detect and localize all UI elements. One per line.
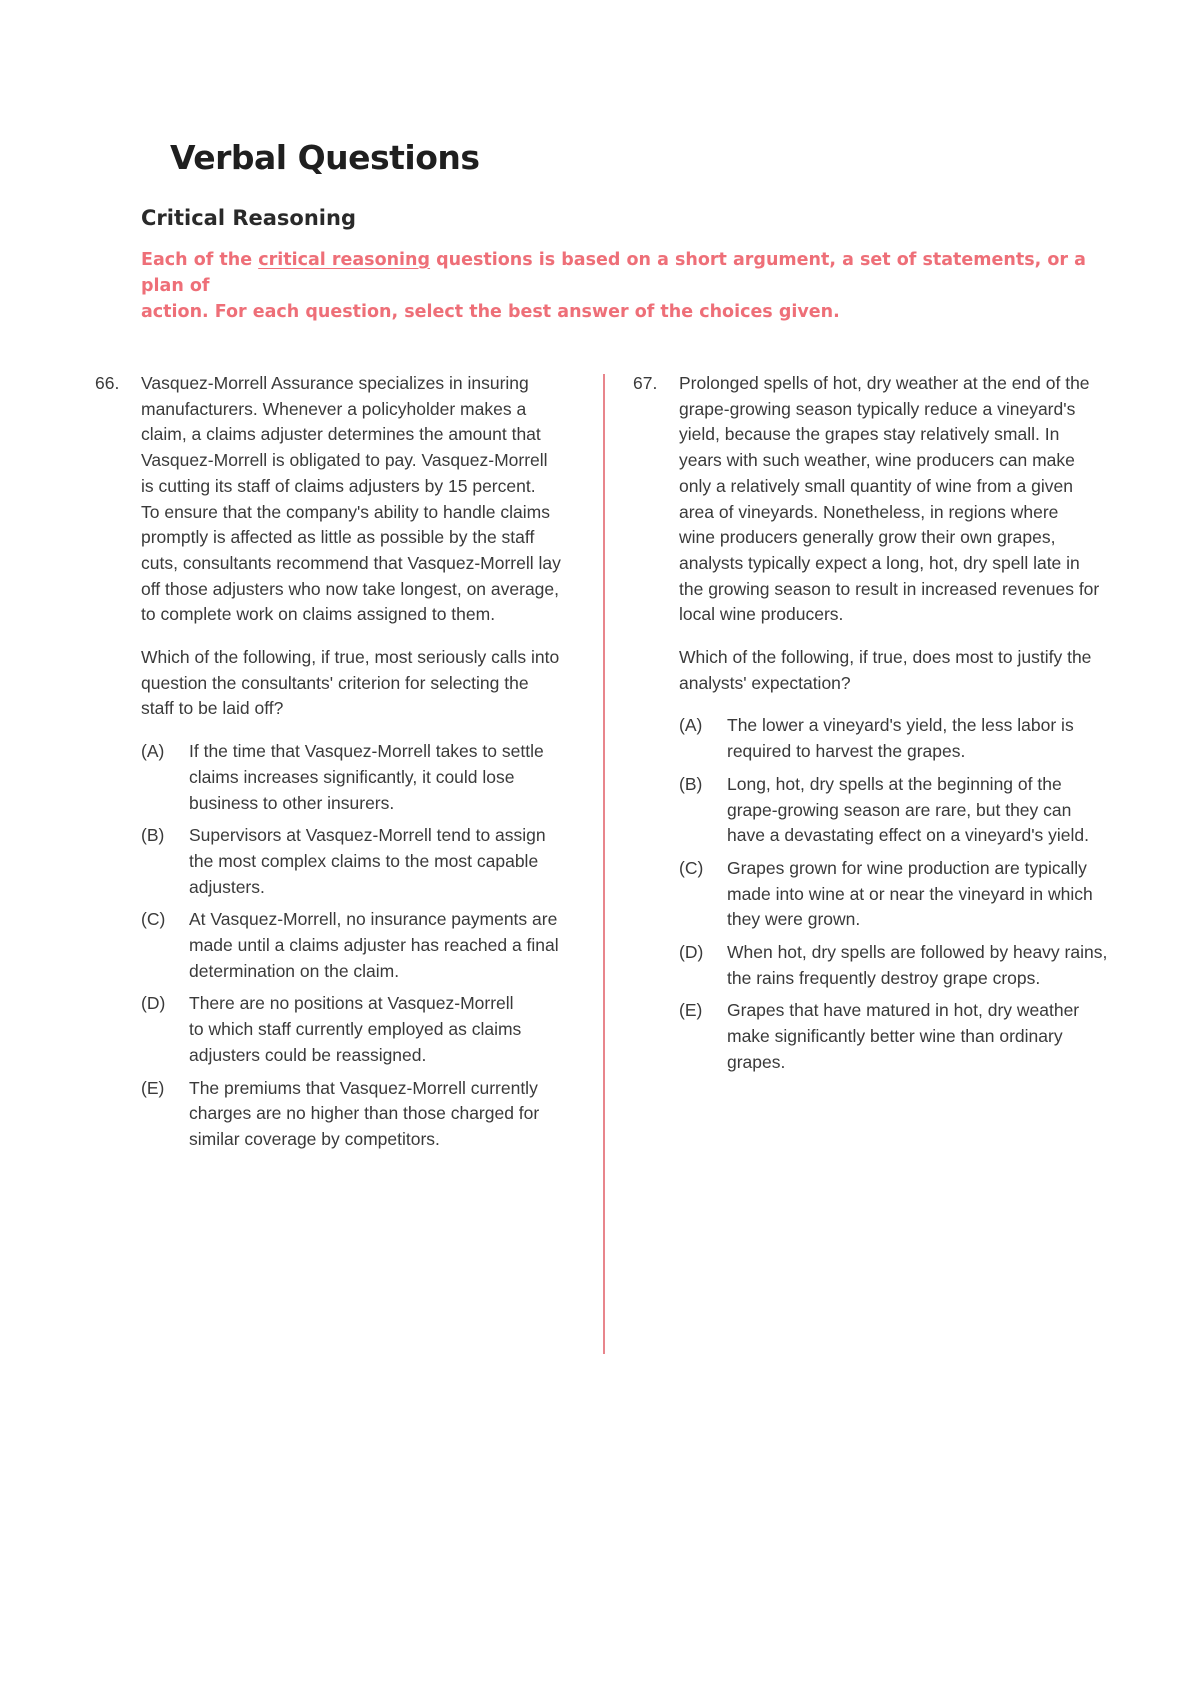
instructions — [141, 247, 1101, 325]
stem-line: promptly is affected as little as possible by the staff — [141, 527, 535, 548]
choice-line: adjusters could be reassigned. — [189, 1044, 427, 1065]
choice-text — [727, 856, 1113, 933]
stem-line: grape-growing season typically reduce a vineyard's — [679, 398, 1076, 419]
choice-text — [727, 940, 1113, 991]
choice-line: Supervisors at Vasquez-Morrell tend to assign — [189, 825, 546, 846]
prompt-line: Which of the following, if true, does most to justify the — [679, 647, 1092, 668]
choice-letter: (D) — [679, 942, 704, 963]
choice-text — [189, 823, 575, 900]
choice-line: they were grown. — [727, 909, 861, 930]
question-66 — [95, 371, 575, 1160]
stem-line: Vasquez-Morrell Assurance specializes in insuring — [141, 373, 529, 393]
stem-line: years with such weather, wine producers can make — [679, 450, 1075, 471]
choice-line: make significantly better wine than ordinary — [727, 1026, 1063, 1047]
choice-line: charges are no higher than those charged for — [189, 1103, 540, 1124]
choice-line: At Vasquez-Morrell, no insurance payments are — [189, 909, 558, 930]
choice-line: Grapes grown for wine production are typically — [727, 857, 1087, 878]
answer-choice-e[interactable] — [679, 998, 1113, 1075]
stem-line: wine producers generally grow their own grapes, — [679, 527, 1056, 548]
choice-text — [727, 772, 1113, 849]
choice-text — [189, 991, 575, 1068]
stem-line: To ensure that the company's ability to handle claims — [141, 501, 550, 522]
stem-line: off those adjusters who now take longest, on average, — [141, 578, 560, 599]
choice-line: grape-growing season are rare, but they can — [727, 799, 1072, 820]
stem-line: yield, because the grapes stay relatively small. In — [679, 424, 1060, 445]
choice-text — [727, 998, 1113, 1075]
page-title: Verbal Questions — [170, 138, 480, 177]
stem-line: manufacturers. Whenever a policyholder makes a — [141, 398, 527, 419]
answer-choices — [679, 713, 1113, 1075]
prompt-line: question the consultants' criterion for selecting the — [141, 672, 529, 693]
choice-line: Long, hot, dry spells at the beginning of the — [727, 773, 1062, 794]
answer-choice-b[interactable] — [679, 772, 1113, 849]
choice-line: required to harvest the grapes. — [727, 741, 966, 762]
prompt-line: Which of the following, if true, most seriously calls into — [141, 647, 560, 668]
stem-line: the growing season to result in increased revenues for — [679, 578, 1100, 599]
critical-reasoning-link[interactable]: critical reasoning — [258, 250, 431, 270]
choice-letter: (B) — [679, 773, 703, 794]
choice-line: The lower a vineyard's yield, the less labor is — [727, 715, 1074, 736]
choice-letter: (D) — [141, 993, 166, 1014]
stem-line: cuts, consultants recommend that Vasquez-Morrell lay — [141, 552, 561, 573]
choice-letter: (A) — [141, 741, 165, 762]
choice-text — [189, 907, 575, 984]
stem-line: area of vineyards. Nonetheless, in regions where — [679, 501, 1059, 522]
choice-letter: (A) — [679, 715, 703, 736]
instructions-text-start: Each of the — [141, 250, 259, 270]
choice-line: determination on the claim. — [189, 960, 400, 981]
stem-line: is cutting its staff of claims adjusters by 15 percent. — [141, 475, 536, 496]
choice-line: Grapes that have matured in hot, dry weather — [727, 1000, 1080, 1021]
answer-choice-d[interactable] — [141, 991, 575, 1068]
section-title: Critical Reasoning — [141, 206, 356, 230]
answer-choice-c[interactable] — [679, 856, 1113, 933]
choice-letter: (C) — [679, 857, 704, 878]
choice-text — [189, 739, 575, 816]
stem-line: local wine producers. — [679, 604, 844, 625]
choice-line: When hot, dry spells are followed by heavy rains, — [727, 942, 1108, 963]
question-67 — [633, 371, 1113, 1083]
choice-line: made until a claims adjuster has reached a final — [189, 935, 559, 956]
choice-line: similar coverage by competitors. — [189, 1128, 440, 1149]
choice-line: There are no positions at Vasquez-Morrell — [189, 993, 514, 1014]
answer-choices — [141, 739, 575, 1153]
question-number: 67. — [633, 373, 658, 393]
answer-choice-d[interactable] — [679, 940, 1113, 991]
choice-text — [727, 713, 1113, 764]
choice-line: made into wine at or near the vineyard in which — [727, 883, 1093, 904]
choice-line: to which staff currently employed as claims — [189, 1019, 522, 1040]
choice-line: grapes. — [727, 1051, 786, 1072]
choice-letter: (C) — [141, 909, 166, 930]
answer-choice-b[interactable] — [141, 823, 575, 900]
choice-letter: (E) — [141, 1077, 165, 1098]
question-prompt — [141, 645, 575, 722]
choice-line: claims increases significantly, it could lose — [189, 766, 515, 787]
stem-line: Vasquez-Morrell is obligated to pay. Vasquez-Morrell — [141, 450, 548, 471]
choice-line: the rains frequently destroy grape crops. — [727, 967, 1041, 988]
choice-line: If the time that Vasquez-Morrell takes to settle — [189, 741, 544, 762]
answer-choice-e[interactable] — [141, 1076, 575, 1153]
stem-line: Prolonged spells of hot, dry weather at the end of the — [679, 373, 1090, 393]
answer-choice-a[interactable] — [141, 739, 575, 816]
stem-line: only a relatively small quantity of wine from a given — [679, 475, 1073, 496]
stem-line: claim, a claims adjuster determines the amount that — [141, 424, 541, 445]
answer-choice-a[interactable] — [679, 713, 1113, 764]
instructions-text-line2: action. For each question, select the best answer of the choices given. — [141, 302, 840, 322]
choice-line: The premiums that Vasquez-Morrell currently — [189, 1077, 538, 1098]
choice-letter: (B) — [141, 825, 165, 846]
instructions-text-rest: questions is based on a short argument, a set of statements, or a plan of — [141, 250, 1086, 296]
question-prompt — [679, 645, 1113, 696]
question-stem — [679, 371, 1113, 628]
choice-text — [189, 1076, 575, 1153]
prompt-line: analysts' expectation? — [679, 672, 851, 693]
choice-line: have a devastating effect on a vineyard's yield. — [727, 825, 1089, 846]
stem-line: analysts typically expect a long, hot, dry spell late in — [679, 552, 1080, 573]
question-number: 66. — [95, 373, 120, 393]
choice-line: business to other insurers. — [189, 792, 395, 813]
column-divider — [603, 374, 605, 1354]
choice-line: the most complex claims to the most capable — [189, 850, 539, 871]
question-stem — [141, 371, 575, 628]
prompt-line: staff to be laid off? — [141, 698, 284, 719]
choice-line: adjusters. — [189, 876, 265, 897]
choice-letter: (E) — [679, 1000, 703, 1021]
answer-choice-c[interactable] — [141, 907, 575, 984]
stem-line: to complete work on claims assigned to them. — [141, 604, 496, 625]
